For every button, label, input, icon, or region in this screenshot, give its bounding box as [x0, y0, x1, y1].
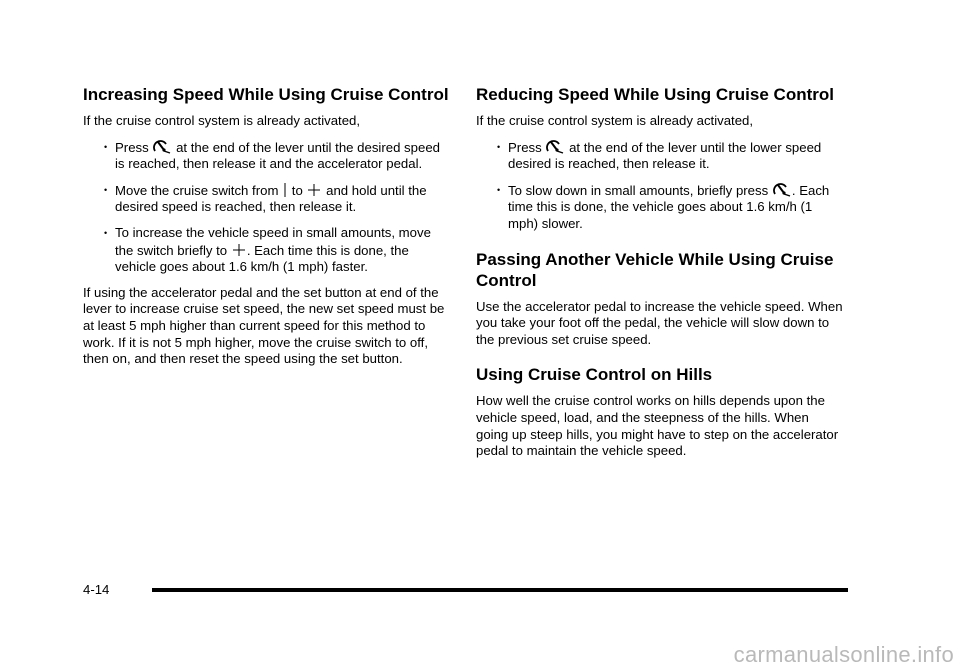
bullet-icon: •	[104, 184, 108, 195]
section-heading: Reducing Speed While Using Cruise Control	[476, 85, 834, 104]
right-column	[476, 84, 844, 469]
bullet-icon: •	[104, 227, 108, 238]
cruise-set-speedometer-icon	[773, 182, 791, 198]
list-item: • Press at the end of the lever until the lower speed desired is reached, then release it.	[497, 139, 822, 172]
paragraph: If the cruise control system is already activated,	[83, 113, 361, 128]
list-item: • Move the cruise switch from to and hold until the desired speed is reached, then release it.	[104, 182, 427, 215]
left-column	[83, 84, 451, 377]
bullet-icon: •	[104, 141, 108, 152]
bullet-list	[83, 139, 451, 276]
switch-off-icon	[283, 182, 287, 198]
watermark: carmanualsonline.info	[733, 642, 954, 667]
section-heading: Increasing Speed While Using Cruise Control	[83, 85, 449, 104]
bullet-icon: •	[497, 184, 501, 195]
paragraph: Use the accelerator pedal to increase the vehicle speed. When you take your foot off the pedal, the vehicle will slow down to the previous set cruise speed.	[476, 298, 843, 347]
paragraph: How well the cruise control works on hills depends upon the vehicle speed, load, and the steepness of the hills. When going up steep hills, you might have to step on the accelerator pedal to maintain the vehicle speed.	[476, 393, 839, 459]
bullet-list	[476, 139, 844, 233]
footer-rule	[152, 588, 848, 592]
page-number: 4-14	[83, 582, 110, 597]
paragraph: If the cruise control system is already activated,	[476, 113, 754, 128]
section-heading: Using Cruise Control on Hills	[476, 365, 713, 385]
list-item: • Press at the end of the lever until the desired speed is reached, then release it and the accelerator pedal.	[104, 139, 440, 172]
cruise-set-speedometer-icon	[153, 139, 171, 155]
list-item: • To increase the vehicle speed in small amounts, move the switch briefly to . Each time this is done, the vehicle goes about 1.6 km/h (1 mph) faster.	[104, 224, 431, 275]
list-item: • To slow down in small amounts, briefly press . Each time this is done, the vehicle goes about 1.6 km/h (1 mph) slower.	[497, 182, 830, 231]
cruise-set-speedometer-icon	[546, 139, 564, 155]
switch-on-plus-icon	[232, 242, 246, 258]
bullet-icon: •	[497, 141, 501, 152]
paragraph: If using the accelerator pedal and the set button at end of the lever to increase cruise set speed, the new set speed must be at least 5 mph higher than current speed for this method to work. If it is not 5 mph higher, move the cruise switch to off, then on, and then reset the speed using the set button.	[83, 284, 445, 367]
switch-on-plus-icon	[307, 182, 321, 198]
section-heading: Passing Another Vehicle While Using Cruise Control	[476, 249, 834, 290]
